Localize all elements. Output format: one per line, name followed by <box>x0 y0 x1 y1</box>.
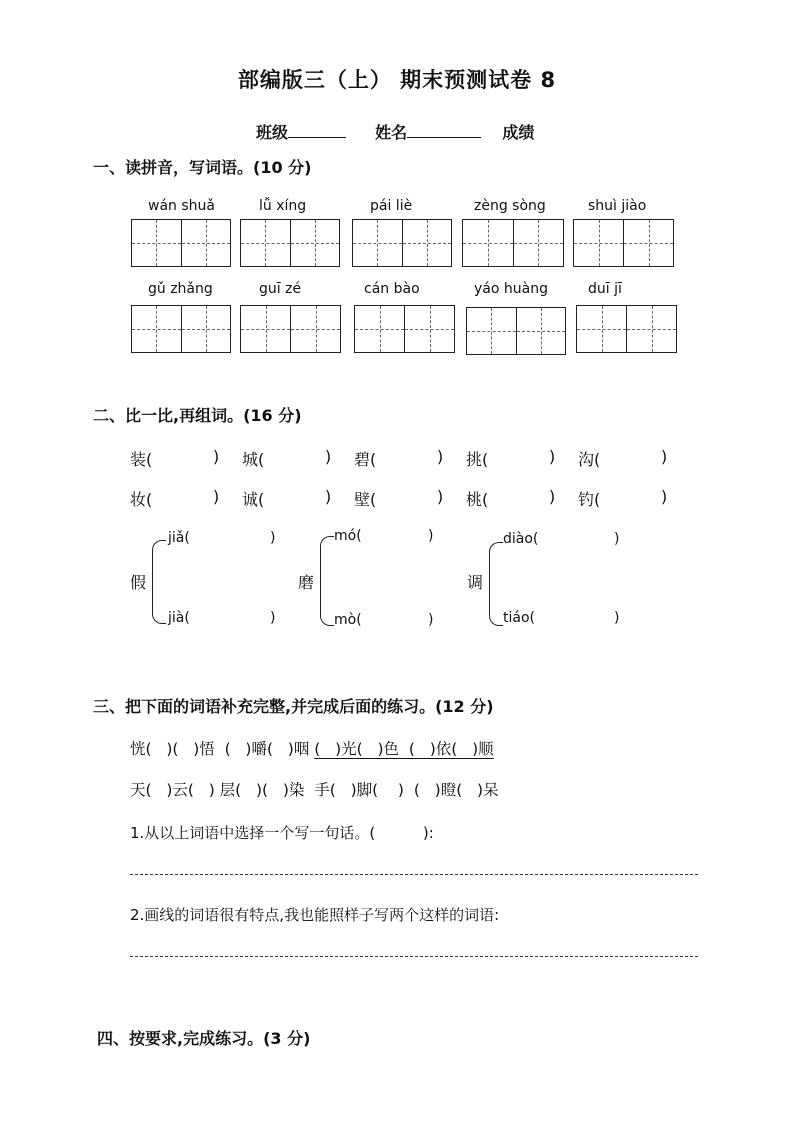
bracket-close: ) <box>549 447 556 466</box>
writing-grid[interactable] <box>131 219 231 267</box>
compare-item[interactable]: 城( <box>242 450 265 469</box>
pinyin-label: gǔ zhǎng <box>148 281 213 297</box>
pinyin-label: guī zé <box>259 281 302 297</box>
pinyin-option[interactable]: tiáo( <box>503 610 535 626</box>
section1-heading: 一、读拼音，写词语。(10 分) <box>93 158 312 177</box>
bracket-close: ) <box>428 528 434 544</box>
pinyin-option[interactable]: mò( <box>334 612 362 628</box>
writing-grid[interactable] <box>466 307 566 355</box>
bracket-close: ) <box>428 612 434 628</box>
student-info <box>256 120 534 143</box>
bracket-close: ) <box>213 487 220 506</box>
pinyin-label: pái liè <box>370 198 413 214</box>
class-field[interactable] <box>288 123 346 138</box>
polyphone-char: 假 <box>130 573 147 592</box>
name-field[interactable] <box>407 123 481 138</box>
question-1: 1.从以上词语中选择一个写一句话。( ): <box>130 824 434 842</box>
bracket-close: ) <box>270 610 276 626</box>
bracket-close: ) <box>614 610 620 626</box>
pinyin-label: wán shuǎ <box>148 198 215 214</box>
idiom-line-2[interactable]: 天( )云( ) 层( )( )染 手( )脚( ) ( )瞪( )呆 <box>130 781 499 799</box>
compare-item[interactable]: 钓( <box>578 490 601 509</box>
pinyin-label: lǚ xíng <box>259 198 307 214</box>
compare-item[interactable]: 装( <box>130 450 153 469</box>
idiom-line-1[interactable] <box>130 737 494 759</box>
class-label: 班级 <box>256 123 289 142</box>
compare-item[interactable]: 挑( <box>466 450 489 469</box>
writing-grid[interactable] <box>354 305 455 353</box>
pinyin-label: zèng sòng <box>474 198 546 214</box>
idiom-text: 恍( )( )悟 ( )嚼( )咽 <box>130 740 315 758</box>
compare-item[interactable]: 碧( <box>354 450 377 469</box>
pinyin-option[interactable]: jiǎ( <box>168 530 190 546</box>
bracket-close: ) <box>325 447 332 466</box>
brace-icon <box>152 540 166 624</box>
pinyin-label: duī jī <box>588 281 622 297</box>
compare-item[interactable]: 诚( <box>242 490 265 509</box>
compare-item[interactable]: 桃( <box>466 490 489 509</box>
answer-line[interactable] <box>130 874 698 875</box>
pinyin-label: shuì jiào <box>588 198 647 214</box>
pinyin-option[interactable]: diào( <box>503 531 539 547</box>
bracket-close: ) <box>614 531 620 547</box>
bracket-close: ) <box>437 487 444 506</box>
section3-heading: 三、把下面的词语补充完整,并完成后面的练习。(12 分) <box>93 697 494 716</box>
underlined-idioms: ( )光( )色 ( )依( )顺 <box>314 740 494 758</box>
question-2: 2.画线的词语很有特点,我也能照样子写两个这样的词语: <box>130 906 500 924</box>
writing-grid[interactable] <box>573 219 674 267</box>
brace-icon <box>320 536 334 626</box>
writing-grid[interactable] <box>576 305 677 353</box>
compare-item[interactable]: 妆( <box>130 490 153 509</box>
bracket-close: ) <box>325 487 332 506</box>
name-label: 姓名 <box>375 123 408 142</box>
section4-heading: 四、按要求,完成练习。(3 分) <box>97 1029 311 1048</box>
page-title: 部编版三（上） 期末预测试卷 8 <box>237 68 557 92</box>
brace-icon <box>489 542 503 626</box>
compare-item[interactable]: 壁( <box>354 490 377 509</box>
bracket-close: ) <box>213 447 220 466</box>
compare-item[interactable]: 沟( <box>578 450 601 469</box>
bracket-close: ) <box>661 487 668 506</box>
bracket-close: ) <box>661 447 668 466</box>
polyphone-char: 磨 <box>298 573 315 592</box>
pinyin-option[interactable]: jià( <box>168 610 190 626</box>
pinyin-option[interactable]: mó( <box>334 528 362 544</box>
writing-grid[interactable] <box>352 219 452 267</box>
polyphone-char: 调 <box>467 573 484 592</box>
bracket-close: ) <box>549 487 556 506</box>
writing-grid[interactable] <box>131 305 231 353</box>
pinyin-label: yáo huàng <box>474 281 548 297</box>
pinyin-label: cán bào <box>364 281 420 297</box>
score-label: 成绩 <box>502 123 535 142</box>
bracket-close: ) <box>270 530 276 546</box>
section2-heading: 二、比一比,再组词。(16 分) <box>93 406 302 425</box>
writing-grid[interactable] <box>462 219 564 267</box>
writing-grid[interactable] <box>240 305 341 353</box>
bracket-close: ) <box>437 447 444 466</box>
writing-grid[interactable] <box>240 219 340 267</box>
answer-line[interactable] <box>130 956 698 957</box>
